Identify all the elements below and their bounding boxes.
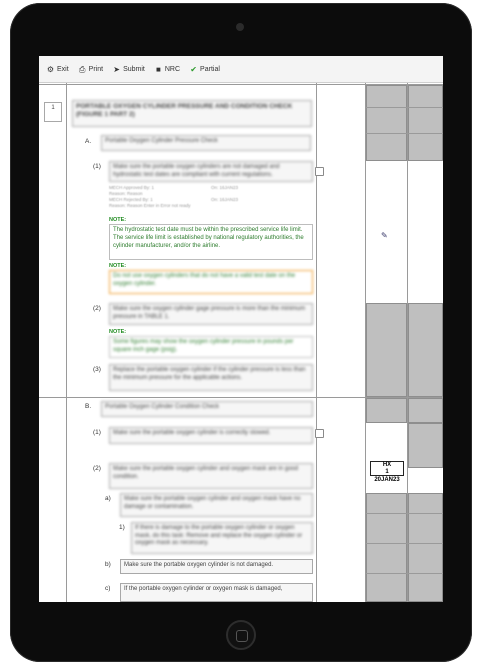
step-a2-text: Make sure the oxygen cylinder gage pressure is more than the minimum pressure in TABLE 1. (109, 303, 313, 325)
step-b2-number: (2) (93, 465, 101, 472)
signoff-cell (366, 303, 407, 397)
note-text-highlighted: Do not use oxygen cylinders that do not have a valid test date on the oxygen cylinder. (109, 270, 313, 294)
cell-divider (366, 573, 443, 574)
step-b-title: Portable Oxygen Cylinder Condition Check (101, 401, 313, 417)
step-b-letter: B. (85, 403, 92, 410)
submit-label: Submit (123, 65, 145, 73)
cell-divider (366, 513, 443, 514)
step-a3-number: (3) (93, 366, 101, 373)
note-label: NOTE: (109, 329, 127, 335)
step-b2c-text: If the portable oxygen cylinder or oxygen mask is damaged, (120, 583, 313, 602)
note-label: NOTE: (109, 263, 127, 269)
front-camera (236, 23, 244, 31)
signoff-cell (366, 85, 407, 161)
step-b1-number: (1) (93, 429, 101, 436)
step-b2a1-number: 1) (119, 524, 125, 531)
partial-label: Partial (200, 65, 220, 73)
cell-divider (366, 543, 443, 544)
signoff-cell (408, 423, 443, 468)
exit-icon: ⚙ (46, 64, 55, 74)
step-b2a-text: Make sure the portable oxygen cylinder and oxygen mask have no damage or contamination. (120, 493, 313, 517)
signoff-cell (408, 303, 443, 397)
step-b2b-letter: b) (105, 561, 111, 568)
send-icon: ➤ (113, 64, 120, 74)
partial-button[interactable] (189, 65, 220, 74)
print-label: Print (88, 65, 104, 73)
step-b1-checkbox[interactable] (315, 429, 324, 438)
step-b2c-letter: c) (105, 585, 111, 592)
exit-label: Exit (57, 65, 69, 73)
screen (39, 56, 443, 602)
signoff-cell (408, 85, 443, 161)
pencil-icon[interactable]: ✎ (381, 231, 388, 240)
nrc-label: NRC (164, 65, 181, 73)
row-number: 1 (44, 102, 62, 122)
approval-dates: On: 16JAN23 On: 16JAN23 (211, 185, 239, 203)
step-b2a1-text: If there is damage to the portable oxygen cylinder or oxygen mask, do this task: Remove and replace the oxygen cylinder or oxygen mask as necessary. (131, 522, 313, 554)
column-divider (66, 83, 67, 602)
task-header: PORTABLE OXYGEN CYLINDER PRESSURE AND CONDITION CHECK (FIGURE 1 PART 2) (72, 100, 312, 127)
tablet-frame (10, 3, 472, 662)
checkmark-icon: ✔ (190, 64, 197, 74)
task-card (39, 83, 443, 602)
signoff-cell (408, 398, 443, 423)
exit-button[interactable] (46, 65, 69, 74)
nrc-button[interactable] (154, 65, 180, 74)
approval-meta: MECH Approved By: 1 Reason: Reason MECH Rejected By: 1 Reason: Reason Enter in Error not ready (109, 185, 191, 209)
step-b2-text: Make sure the portable oxygen cylinder and oxygen mask are in good condition. (109, 463, 313, 489)
column-divider (316, 83, 317, 602)
note-label: NOTE: (109, 217, 127, 223)
step-b2a-letter: a) (105, 495, 111, 502)
stamp-date: 20JAN23 (374, 477, 400, 483)
cell-divider (366, 107, 443, 108)
home-button[interactable] (226, 620, 256, 650)
note-text: The hydrostatic test date must be within the prescribed service life limit. The service life limit is established by national regulatory authorities, the cylinder manufacturer, and/or the airline. (109, 224, 313, 260)
toolbar (39, 56, 443, 83)
step-b2b-text: Make sure the portable oxygen cylinder is not damaged. (120, 559, 313, 574)
signoff-cell (408, 493, 443, 602)
document-icon: ■ (155, 64, 161, 74)
signoff-cell (366, 398, 407, 423)
print-button[interactable] (78, 65, 103, 74)
submit-button[interactable] (112, 65, 145, 74)
step-a1-text: Make sure the portable oxygen cylinders are not damaged and hydrostatic test dates are compliant with current regulations. (109, 161, 313, 182)
step-a1-number: (1) (93, 163, 101, 170)
step-b1-text: Make sure the portable oxygen cylinder is correctly stowed. (109, 427, 313, 444)
note-text: Some figures may show the oxygen cylinder pressure in pounds per square inch gage (psig). (109, 336, 313, 358)
step-a2-number: (2) (93, 305, 101, 312)
step-a-letter: A. (85, 138, 92, 145)
step-a3-text: Replace the portable oxygen cylinder if the cylinder pressure is less than the minimum pressure for the applicable actions. (109, 364, 313, 391)
printer-icon: ⎙ (78, 64, 86, 74)
stamp-initials: HX (382, 462, 392, 468)
stamp-count: 1 (385, 469, 389, 475)
signoff-cell (366, 493, 407, 602)
step-a1-checkbox[interactable] (315, 167, 324, 176)
cell-divider (366, 133, 443, 134)
signoff-stamp (370, 461, 404, 476)
step-a-title: Portable Oxygen Cylinder Pressure Check (101, 135, 311, 151)
